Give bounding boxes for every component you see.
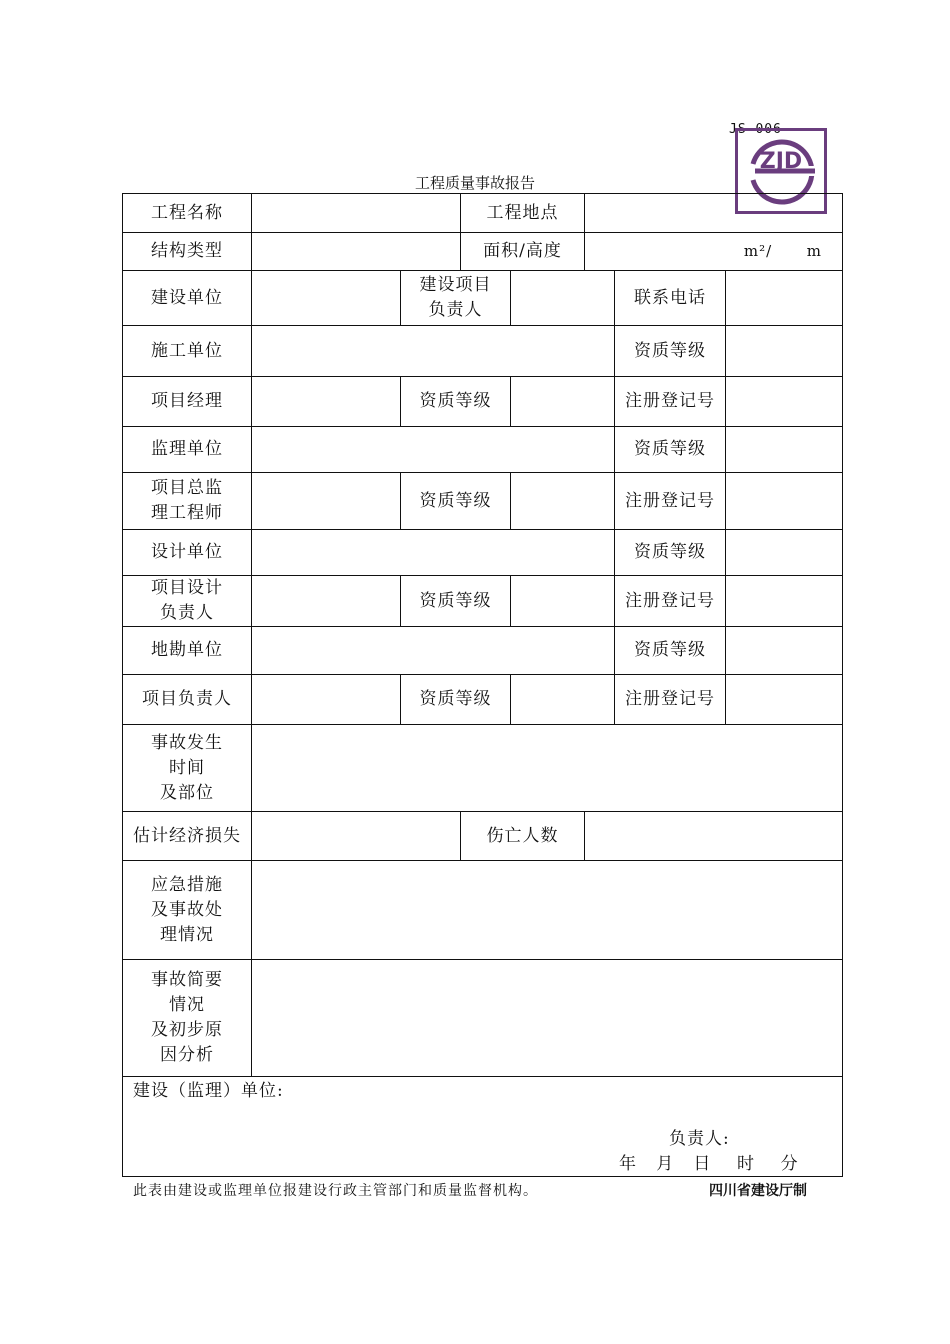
- design-grade-field[interactable]: [726, 530, 843, 576]
- label-cs-reg-no: 注册登记号: [615, 473, 726, 530]
- project-name-field[interactable]: [252, 194, 461, 233]
- label-design-grade: 资质等级: [615, 530, 726, 576]
- label-project-manager: 项目经理: [123, 377, 252, 427]
- accident-summary-field[interactable]: [252, 960, 843, 1077]
- pm-grade-field[interactable]: [511, 377, 615, 427]
- area-height-field[interactable]: m²/ m: [585, 233, 843, 271]
- emergency-measures-field[interactable]: [252, 861, 843, 960]
- dl-grade-field[interactable]: [511, 576, 615, 627]
- sign-date-line: 年 月 日 时 分: [619, 1154, 799, 1174]
- label-accident-time-location: 事故发生 时间 及部位: [123, 725, 252, 812]
- logo-text: ZJD: [759, 149, 803, 174]
- contractor-grade-field[interactable]: [726, 326, 843, 377]
- label-supervision-unit: 监理单位: [123, 427, 252, 473]
- label-project-name: 工程名称: [123, 194, 252, 233]
- label-design-lead: 项目设计 负责人: [123, 576, 252, 627]
- footer-note: 此表由建设或监理单位报建设行政主管部门和质量监督机构。: [133, 1183, 538, 1199]
- accident-time-location-field[interactable]: [252, 725, 843, 812]
- label-survey-grade: 资质等级: [615, 627, 726, 675]
- survey-unit-field[interactable]: [252, 627, 615, 675]
- pl-reg-no-field[interactable]: [726, 675, 843, 725]
- signature-block[interactable]: [123, 1077, 843, 1177]
- footer-issuer: 四川省建设厅制: [709, 1183, 807, 1199]
- supervision-grade-field[interactable]: [726, 427, 843, 473]
- project-location-field[interactable]: [585, 194, 843, 233]
- label-construction-unit: 建设单位: [123, 271, 252, 326]
- contractor-field[interactable]: [252, 326, 615, 377]
- sign-person-label: 负责人:: [669, 1129, 730, 1149]
- construction-unit-field[interactable]: [252, 271, 401, 326]
- label-pm-grade: 资质等级: [401, 377, 511, 427]
- label-phone: 联系电话: [615, 271, 726, 326]
- label-pl-reg-no: 注册登记号: [615, 675, 726, 725]
- pm-reg-no-field[interactable]: [726, 377, 843, 427]
- label-area-height: 面积/高度: [461, 233, 585, 271]
- label-economic-loss: 估计经济损失: [123, 812, 252, 861]
- label-pm-reg-no: 注册登记号: [615, 377, 726, 427]
- label-cs-grade: 资质等级: [401, 473, 511, 530]
- label-pl-grade: 资质等级: [401, 675, 511, 725]
- label-contractor: 施工单位: [123, 326, 252, 377]
- economic-loss-field[interactable]: [252, 812, 461, 861]
- cs-grade-field[interactable]: [511, 473, 615, 530]
- label-dl-reg-no: 注册登记号: [615, 576, 726, 627]
- label-design-unit: 设计单位: [123, 530, 252, 576]
- label-accident-summary: 事故简要 情况 及初步原 因分析: [123, 960, 252, 1077]
- cs-reg-no-field[interactable]: [726, 473, 843, 530]
- form-title: 工程质量事故报告: [414, 174, 535, 192]
- report-table: [122, 193, 843, 1177]
- sign-unit-label: 建设（监理）单位:: [133, 1081, 284, 1101]
- label-project-lead: 项目负责人: [123, 675, 252, 725]
- label-emergency-measures: 应急措施 及事故处 理情况: [123, 861, 252, 960]
- label-chief-supervisor: 项目总监 理工程师: [123, 473, 252, 530]
- chief-supervisor-field[interactable]: [252, 473, 401, 530]
- project-lead-field[interactable]: [252, 675, 401, 725]
- label-project-location: 工程地点: [461, 194, 585, 233]
- project-owner-field[interactable]: [511, 271, 615, 326]
- phone-field[interactable]: [726, 271, 843, 326]
- label-structure-type: 结构类型: [123, 233, 252, 271]
- casualties-field[interactable]: [585, 812, 843, 861]
- design-lead-field[interactable]: [252, 576, 401, 627]
- project-manager-field[interactable]: [252, 377, 401, 427]
- label-project-owner: 建设项目 负责人: [401, 271, 511, 326]
- label-supervision-grade: 资质等级: [615, 427, 726, 473]
- design-unit-field[interactable]: [252, 530, 615, 576]
- structure-type-field[interactable]: [252, 233, 461, 271]
- supervision-unit-field[interactable]: [252, 427, 615, 473]
- label-dl-grade: 资质等级: [401, 576, 511, 627]
- pl-grade-field[interactable]: [511, 675, 615, 725]
- label-survey-unit: 地勘单位: [123, 627, 252, 675]
- label-contractor-grade: 资质等级: [615, 326, 726, 377]
- label-casualties: 伤亡人数: [461, 812, 585, 861]
- survey-grade-field[interactable]: [726, 627, 843, 675]
- dl-reg-no-field[interactable]: [726, 576, 843, 627]
- form-code: JS-006: [729, 122, 782, 137]
